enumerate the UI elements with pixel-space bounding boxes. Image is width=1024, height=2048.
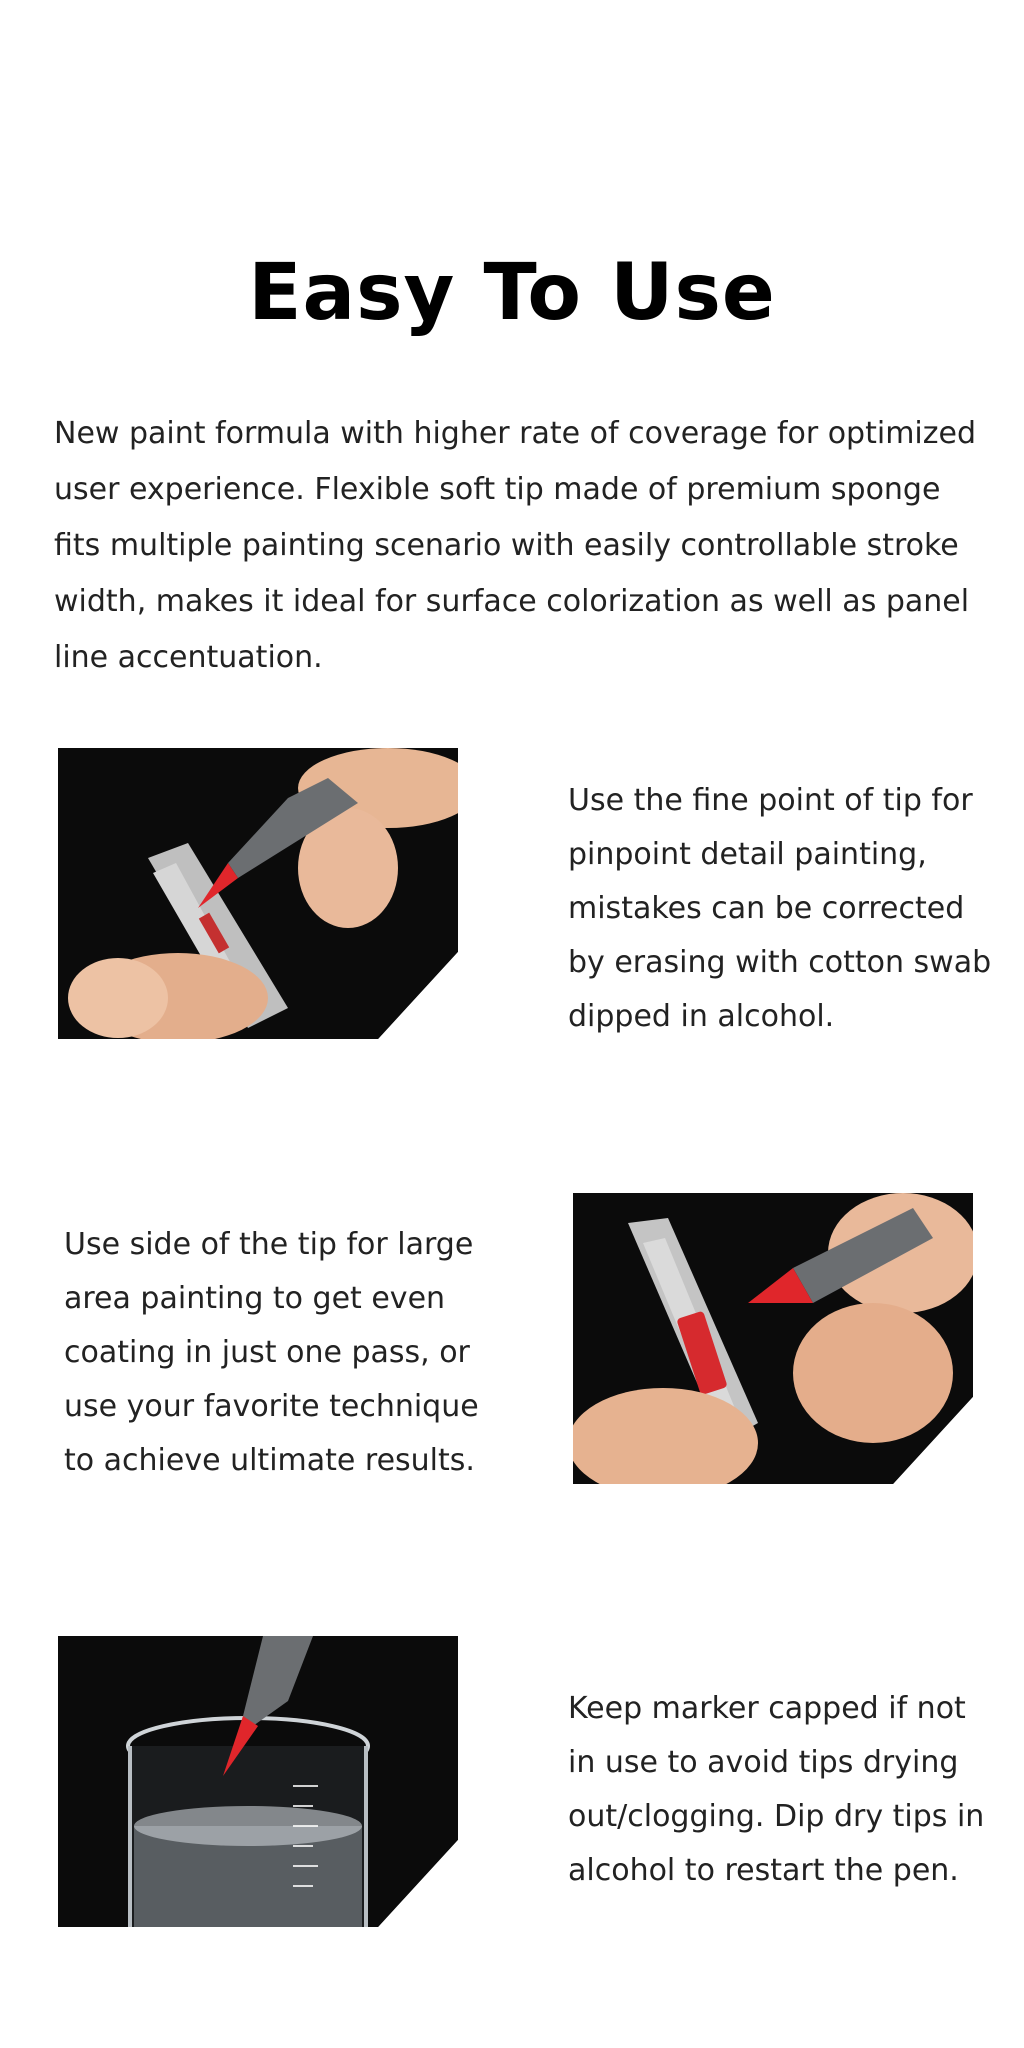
caption-side-tip: Use side of the tip for large area painting to get even coating in just one pass, or use your favorite technique to achieve ultimate results. (64, 1227, 479, 1478)
photo-side-tip-coating (573, 1193, 973, 1484)
intro-paragraph: New paint formula with higher rate of coverage for optimized user experience. Flexible soft tip made of premium sponge fits multiple painting scenario with easily controllable stroke width, makes it ideal for surface colorization as well as panel line accentuation. (54, 416, 977, 675)
caption-fine-tip: Use the fine point of tip for pinpoint detail painting, mistakes can be corrected by erasing with cotton swab dipped in alcohol. (568, 783, 992, 1034)
page-title: Easy To Use (248, 248, 776, 339)
photo-alcohol-dip (58, 1636, 458, 1927)
caption-capping-tips: Keep marker capped if not in use to avoid tips drying out/clogging. Dip dry tips in alcohol to restart the pen. (568, 1691, 985, 1888)
photo-fine-tip-detail (58, 748, 458, 1039)
